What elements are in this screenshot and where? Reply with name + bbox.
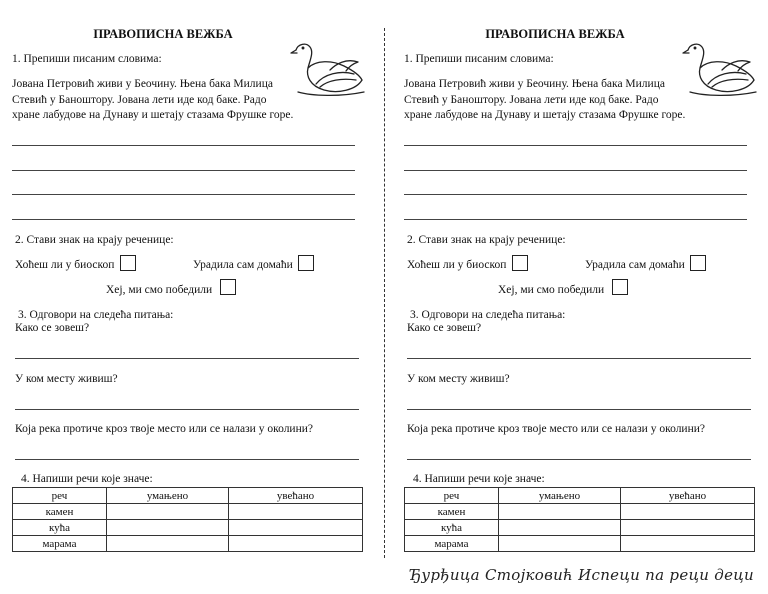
- task3-question: Како се зовеш?: [15, 322, 90, 334]
- diminutive-cell[interactable]: [499, 536, 621, 552]
- table-row: [405, 536, 755, 552]
- task1-text-line: Јована Петровић живи у Беочину. Њена бака Милица: [12, 78, 273, 90]
- task3-label: 3. Одговори на следећа питања:: [18, 309, 174, 321]
- task3-question: У ком месту живиш?: [407, 373, 510, 385]
- punctuation-box[interactable]: [690, 255, 706, 271]
- table-row: [13, 504, 363, 520]
- table-row: [13, 520, 363, 536]
- worksheet-title: ПРАВОПИСНА ВЕЖБА: [93, 27, 233, 41]
- augmentative-cell[interactable]: [229, 520, 363, 536]
- task1-text-line: Јована Петровић живи у Беочину. Њена бака Милица: [404, 78, 665, 90]
- task2-sentence: Урадила сам домаћи: [193, 259, 293, 271]
- writing-line[interactable]: [404, 145, 747, 146]
- writing-line[interactable]: [404, 194, 747, 195]
- writing-line[interactable]: [12, 194, 355, 195]
- diminutive-cell[interactable]: [499, 504, 621, 520]
- punctuation-box[interactable]: [612, 279, 628, 295]
- words-table: [404, 487, 755, 552]
- table-header: реч: [405, 488, 499, 504]
- punctuation-box[interactable]: [120, 255, 136, 271]
- augmentative-cell[interactable]: [621, 536, 755, 552]
- punctuation-box[interactable]: [512, 255, 528, 271]
- answer-line[interactable]: [407, 358, 751, 359]
- table-header: умањено: [107, 488, 229, 504]
- augmentative-cell[interactable]: [621, 504, 755, 520]
- cut-line-divider: [384, 28, 385, 558]
- task3-question: Која река протиче кроз твоје место или се налази у околини?: [407, 423, 705, 435]
- task2-label: 2. Стави знак на крају реченице:: [15, 234, 174, 246]
- writing-line[interactable]: [12, 219, 355, 220]
- table-header: увећано: [229, 488, 363, 504]
- table-row: [13, 536, 363, 552]
- punctuation-box[interactable]: [220, 279, 236, 295]
- word-cell: камен: [13, 504, 107, 520]
- writing-line[interactable]: [404, 219, 747, 220]
- task1-text-line: Стевић у Баноштору. Јована лети иде код баке. Радо: [12, 94, 267, 106]
- word-cell: камен: [405, 504, 499, 520]
- diminutive-cell[interactable]: [107, 520, 229, 536]
- task2-sentence: Хоћеш ли у биоскоп: [407, 259, 507, 271]
- writing-line[interactable]: [12, 145, 355, 146]
- diminutive-cell[interactable]: [499, 520, 621, 536]
- augmentative-cell[interactable]: [229, 504, 363, 520]
- augmentative-cell[interactable]: [621, 520, 755, 536]
- task2-sentence: Хоћеш ли у биоскоп: [15, 259, 115, 271]
- task1-label: 1. Препиши писаним словима:: [404, 53, 554, 65]
- table-header: реч: [13, 488, 107, 504]
- task3-question: Како се зовеш?: [407, 322, 482, 334]
- answer-line[interactable]: [15, 358, 359, 359]
- word-cell: марама: [13, 536, 107, 552]
- task4-label: 4. Напиши речи које значе:: [413, 473, 545, 485]
- worksheet-copy-left: [8, 0, 368, 594]
- punctuation-box[interactable]: [298, 255, 314, 271]
- writing-line[interactable]: [404, 170, 747, 171]
- table-header-row: [405, 488, 755, 504]
- table-header: умањено: [499, 488, 621, 504]
- answer-line[interactable]: [407, 459, 751, 460]
- table-header-row: [13, 488, 363, 504]
- answer-line[interactable]: [15, 409, 359, 410]
- words-table: [12, 487, 363, 552]
- task3-question: Која река протиче кроз твоје место или се налази у околини?: [15, 423, 313, 435]
- swan-icon: [682, 40, 760, 98]
- augmentative-cell[interactable]: [229, 536, 363, 552]
- word-cell: кућа: [405, 520, 499, 536]
- word-cell: марама: [405, 536, 499, 552]
- table-row: [405, 504, 755, 520]
- task3-label: 3. Одговори на следећа питања:: [410, 309, 566, 321]
- diminutive-cell[interactable]: [107, 536, 229, 552]
- swan-icon: [290, 40, 368, 98]
- writing-line[interactable]: [12, 170, 355, 171]
- task2-label: 2. Стави знак на крају реченице:: [407, 234, 566, 246]
- task2-sentence: Хеј, ми смо победили: [106, 284, 213, 296]
- author-signature: Ђурђица Стојковић Испеци па реци деци: [409, 566, 754, 584]
- task3-question: У ком месту живиш?: [15, 373, 118, 385]
- task1-text-line: хране лабудове на Дунаву и шетају стазама Фрушке горе.: [404, 109, 686, 121]
- answer-line[interactable]: [15, 459, 359, 460]
- task1-label: 1. Препиши писаним словима:: [12, 53, 162, 65]
- task2-sentence: Хеј, ми смо победили: [498, 284, 605, 296]
- table-header: увећано: [621, 488, 755, 504]
- task2-sentence: Урадила сам домаћи: [585, 259, 685, 271]
- answer-line[interactable]: [407, 409, 751, 410]
- worksheet-copy-right: [400, 0, 760, 594]
- worksheet-title: ПРАВОПИСНА ВЕЖБА: [485, 27, 625, 41]
- task1-text-line: Стевић у Баноштору. Јована лети иде код баке. Радо: [404, 94, 659, 106]
- task1-text-line: хране лабудове на Дунаву и шетају стазама Фрушке горе.: [12, 109, 294, 121]
- task4-label: 4. Напиши речи које значе:: [21, 473, 153, 485]
- diminutive-cell[interactable]: [107, 504, 229, 520]
- table-row: [405, 520, 755, 536]
- word-cell: кућа: [13, 520, 107, 536]
